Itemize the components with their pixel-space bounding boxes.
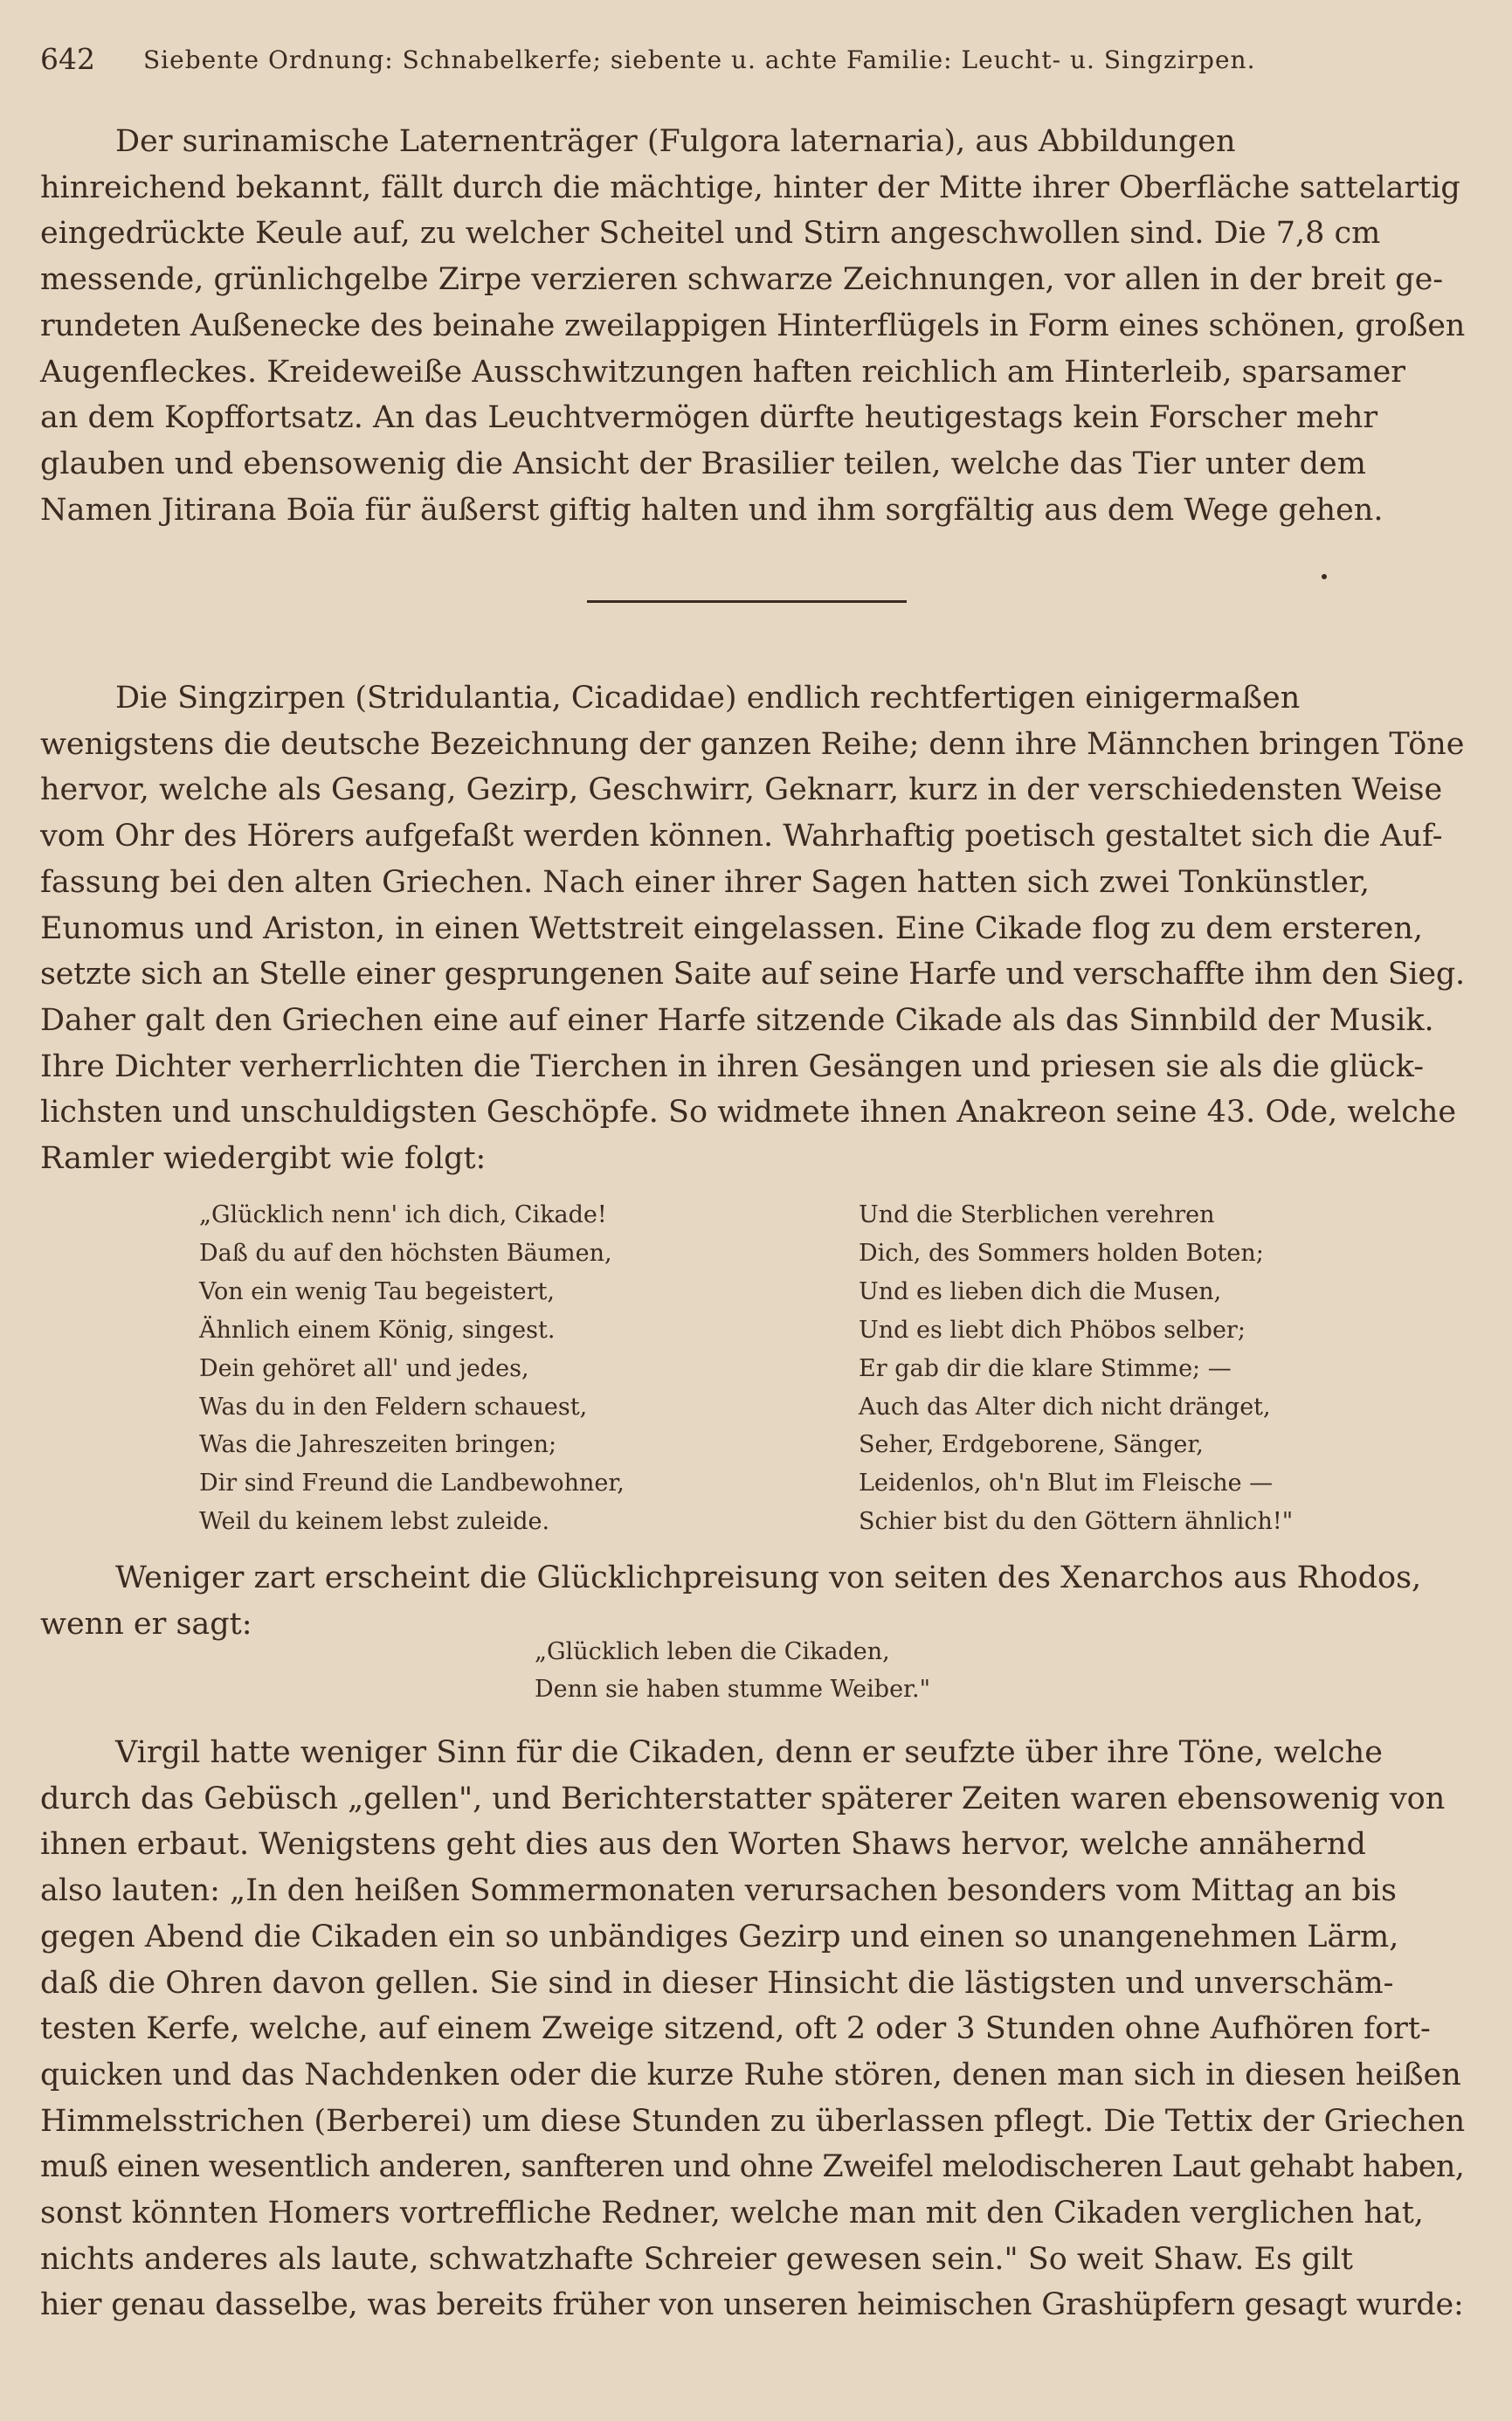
text-line: Himmelsstrichen (Berberei) um diese Stunden zu überlassen pflegt. Die Tettix der Griechen — [40, 2103, 1466, 2139]
poem-line: Ähnlich einem König, singest. — [199, 1316, 556, 1344]
text-line: durch das Gebüsch „gellen", und Berichterstatter späterer Zeiten waren ebensowenig von — [40, 1781, 1446, 1816]
poem-line: Daß du auf den höchsten Bäumen, — [199, 1239, 612, 1267]
text-line: fassung bei den alten Griechen. Nach einer ihrer Sagen hatten sich zwei Tonkünstler, — [40, 864, 1370, 900]
section-divider — [587, 600, 907, 603]
poem-line: Schier bist du den Göttern ähnlich!" — [859, 1508, 1294, 1536]
poem-line: Leidenlos, oh'n Blut im Fleische — — [859, 1470, 1274, 1498]
poem-line: Dein gehöret all' und jedes, — [199, 1354, 529, 1382]
text-line: wenn er sagt: — [40, 1606, 252, 1642]
text-line: Daher galt den Griechen eine auf einer Harfe sitzende Cikade als das Sinnbild der Musik. — [40, 1002, 1434, 1038]
text-line: Virgil hatte weniger Sinn für die Cikaden, denn er seufzte über ihre Töne, welche — [115, 1735, 1383, 1770]
poem-left-column — [199, 1196, 625, 1541]
text-line: vom Ohr des Hörers aufgefaßt werden können. Wahrhaftig poetisch gestaltet sich die Auf- — [40, 819, 1443, 854]
text-line: wenigstens die deutsche Bezeichnung der ganzen Reihe; denn ihre Männchen bringen Töne — [40, 726, 1465, 762]
paragraph-virgil-shaw — [40, 1730, 1464, 2328]
quote-line: „Glücklich leben die Cikaden, — [535, 1638, 890, 1665]
text-line: an dem Kopffortsatz. An das Leuchtvermögen dürfte heutigestags kein Forscher mehr — [40, 400, 1378, 436]
text-line: daß die Ohren davon gellen. Sie sind in dieser Hinsicht die lästigsten und unverschäm- — [40, 1965, 1394, 2001]
poem-line: Und es liebt dich Phöbos selber; — [859, 1316, 1246, 1344]
text-line: quicken und das Nachdenken oder die kurze Ruhe stören, denen man sich in diesen heißen — [40, 2057, 1461, 2092]
text-line: lichsten und unschuldigsten Geschöpfe. So widmete ihnen Anakreon seine 43. Ode, welche — [40, 1095, 1457, 1131]
quote-xenarchos — [535, 1633, 930, 1708]
print-speck — [1322, 574, 1327, 579]
page-number: 642 — [40, 42, 95, 76]
text-line: rundeten Außenecke des beinahe zweilappigen Hinterflügels in Form eines schönen, großen — [40, 308, 1466, 343]
poem-right-column — [859, 1196, 1293, 1541]
poem-line: Dir sind Freund die Landbewohner, — [199, 1470, 625, 1498]
text-line: eingedrückte Keule auf, zu welcher Scheitel und Stirn angeschwollen sind. Die 7,8 cm — [40, 216, 1381, 252]
text-line: Die Singzirpen (Stridulantia, Cicadidae) endlich rechtfertigen einigermaßen — [115, 681, 1301, 716]
poem-line: Und die Sterblichen verehren — [859, 1201, 1215, 1228]
text-line: gegen Abend die Cikaden ein so unbändiges Gezirp und einen so unangenehmen Lärm, — [40, 1919, 1399, 1954]
text-line: sonst könnten Homers vortreffliche Redner, welche man mit den Cikaden verglichen hat, — [40, 2196, 1424, 2231]
text-line: Ihre Dichter verherrlichten die Tierchen in ihren Gesängen und priesen sie als die glück- — [40, 1048, 1425, 1084]
text-line: muß einen wesentlich anderen, sanfteren und ohne Zweifel melodischeren Laut gehabt haben, — [40, 2149, 1465, 2185]
text-line: ihnen erbaut. Wenigstens geht dies aus den Worten Shaws hervor, welche annähernd — [40, 1827, 1366, 1863]
poem-line: Seher, Erdgeborene, Sänger, — [859, 1431, 1204, 1459]
page-header — [40, 42, 1464, 84]
poem-line: Was die Jahreszeiten bringen; — [199, 1431, 557, 1459]
text-line: Der surinamische Laternenträger (Fulgora laternaria), aus Abbildungen — [115, 124, 1236, 159]
poem-line: Auch das Alter dich nicht dränget, — [859, 1393, 1271, 1421]
text-line: hervor, welche als Gesang, Gezirp, Geschwirr, Geknarr, kurz in der verschiedensten Weise — [40, 772, 1443, 808]
text-line: messende, grünlichgelbe Zirpe verzieren schwarze Zeichnungen, vor allen in der breit ge- — [40, 262, 1444, 298]
text-line: Augenfleckes. Kreideweiße Ausschwitzungen haften reichlich am Hinterleib, sparsamer — [40, 354, 1406, 390]
poem-line: Weil du keinem lebst zuleide. — [199, 1508, 550, 1536]
text-line: testen Kerfe, welche, auf einem Zweige sitzend, oft 2 oder 3 Stunden ohne Aufhören fort- — [40, 2011, 1431, 2047]
quote-line: Denn sie haben stumme Weiber." — [535, 1676, 930, 1703]
poem-line: Von ein wenig Tau begeistert, — [199, 1277, 555, 1305]
poem-line: Dich, des Sommers holden Boten; — [859, 1239, 1264, 1267]
text-line: Namen Jitirana Boïa für äußerst giftig halten und ihm sorgfältig aus dem Wege gehen. — [40, 492, 1384, 528]
text-line: Weniger zart erscheint die Glücklichpreisung von seiten des Xenarchos aus Rhodos, — [115, 1560, 1422, 1595]
text-line: also lauten: „In den heißen Sommermonaten verursachen besonders vom Mittag an bis — [40, 1873, 1397, 1909]
text-line: hier genau dasselbe, was bereits früher von unseren heimischen Grashüpfern gesagt wurde: — [40, 2287, 1464, 2323]
running-title: Siebente Ordnung: Schnabelkerfe; siebente u. achte Familie: Leucht- u. Singzirpen. — [143, 45, 1256, 74]
poem-line: „Glücklich nenn' ich dich, Cikade! — [199, 1201, 607, 1228]
text-line: Eunomus und Ariston, in einen Wettstreit eingelassen. Eine Cikade flog zu dem ersteren, — [40, 910, 1423, 946]
poem-line: Er gab dir die klare Stimme; — — [859, 1354, 1232, 1382]
text-line: nichts anderes als laute, schwatzhafte Schreier gewesen sein." So weit Shaw. Es gilt — [40, 2241, 1353, 2277]
paragraph-singzirpen — [40, 675, 1464, 1182]
text-line: Ramler wiedergibt wie folgt: — [40, 1141, 487, 1177]
poem-line: Und es lieben dich die Musen, — [859, 1277, 1222, 1305]
paragraph-fulgora — [40, 119, 1464, 533]
poem-line: Was du in den Feldern schauest, — [199, 1393, 588, 1421]
text-line: setzte sich an Stelle einer gesprungenen Saite auf seine Harfe und verschaffte ihm den Sieg. — [40, 957, 1465, 993]
text-line: hinreichend bekannt, fällt durch die mächtige, hinter der Mitte ihrer Oberfläche sattelartig — [40, 169, 1460, 205]
text-line: glauben und ebensowenig die Ansicht der Brasilier teilen, welche das Tier unter dem — [40, 446, 1366, 481]
